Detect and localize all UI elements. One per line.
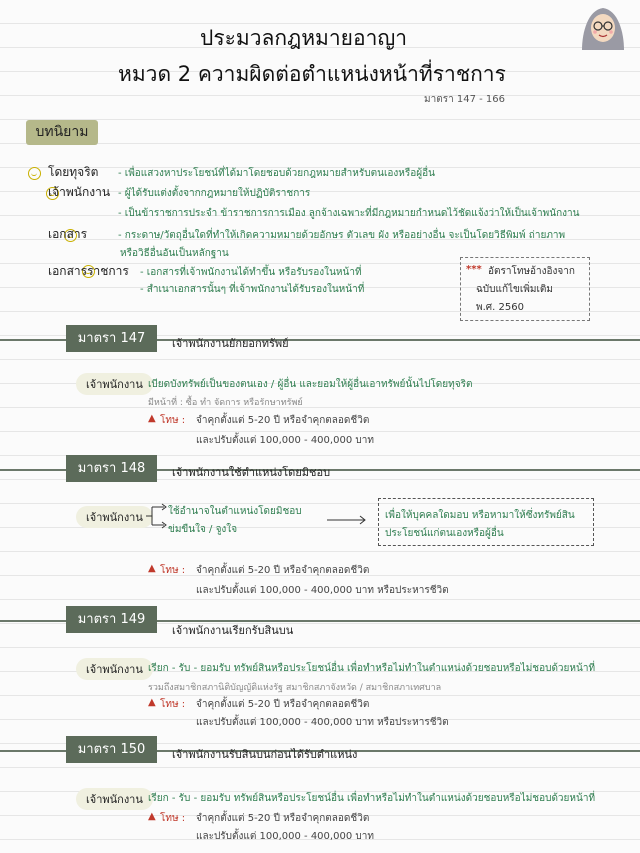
term-definition: - เป็นข้าราชการประจำ ข้าราชการการเมือง ลูกจ้างเฉพาะที่มีกฎหมายกำหนดไว้ชัดแจ้งว่าให้เป็นเจ้าพนักงาน <box>118 208 580 219</box>
penalty-label: โทษ : <box>160 415 186 426</box>
penalty-text: และปรับตั้งแต่ 100,000 - 400,000 บาท หรือประหารชีวิต <box>196 585 449 596</box>
purpose-text: ประโยชน์แก่ตนเองหรือผู้อื่น <box>385 528 504 539</box>
arrow-right-icon <box>326 510 368 520</box>
penalty-text: และปรับตั้งแต่ 100,000 - 400,000 บาท <box>196 435 374 446</box>
page-subtitle: หมวด 2 ความผิดต่อตำแหน่งหน้าที่ราชการ <box>118 62 506 86</box>
term-label: เอกสารราชการ <box>48 264 129 278</box>
note-line: อัตราโทษอ้างอิงจาก <box>488 266 575 277</box>
purpose-text: เพื่อให้บุคคลใดมอบ หรือหามาให้ซึ่งทรัพย์สิน <box>385 510 575 521</box>
section-title: เจ้าพนักงานใช้ตำแหน่งโดยมิชอบ <box>172 466 331 479</box>
section-title: เจ้าพนักงานเรียกรับสินบน <box>172 624 294 637</box>
section-text: ใช้อำนาจในตำแหน่งโดยมิชอบ <box>168 506 302 517</box>
penalty-text: จำคุกตั้งแต่ 5-20 ปี หรือจำคุกตลอดชีวิต <box>196 415 370 426</box>
subject-label: เจ้าพนักงาน <box>76 373 153 395</box>
section-tag: มาตรา 147 <box>66 325 157 352</box>
section-tag: มาตรา 148 <box>66 455 157 482</box>
note-line: ฉบับแก้ไขเพิ่มเติม <box>476 284 553 295</box>
penalty-label: โทษ : <box>160 565 186 576</box>
section-gray-text: มีหน้าที่ : ซื้อ ทำ จัดการ หรือรักษาทรัพย์ <box>148 398 303 408</box>
term-label: โดยทุจริต <box>48 165 99 179</box>
note-line: พ.ศ. 2560 <box>476 302 524 313</box>
penalty-text: จำคุกตั้งแต่ 5-20 ปี หรือจำคุกตลอดชีวิต <box>196 565 370 576</box>
penalty-text: และปรับตั้งแต่ 100,000 - 400,000 บาท หรือประหารชีวิต <box>196 717 449 728</box>
term-definition: - สำเนาเอกสารนั้นๆ ที่เจ้าพนักงานได้รับรองในหน้าที่ <box>140 284 365 295</box>
warning-triangle-icon: ▲ <box>148 697 156 708</box>
penalty-text: จำคุกตั้งแต่ 5-20 ปี หรือจำคุกตลอดชีวิต <box>196 699 370 710</box>
section-text: เรียก - รับ - ยอมรับ ทรัพย์สินหรือประโยชน์อื่น เพื่อทำหรือไม่ทำในตำแหน่งด้วยชอบหรือไม่ชอบด้วยหน้าที่ <box>148 663 596 674</box>
avatar-hijab-icon <box>576 2 630 50</box>
branch-bracket-icon <box>144 503 168 529</box>
penalty-label: โทษ : <box>160 699 186 710</box>
section-tag: มาตรา 149 <box>66 606 157 633</box>
subject-label: เจ้าพนักงาน <box>76 506 153 528</box>
section-text: ข่มขืนใจ / จูงใจ <box>168 524 238 535</box>
section-text: เบียดบังทรัพย์เป็นของตนเอง / ผู้อื่น และยอมให้ผู้อื่นเอาทรัพย์นั้นไปโดยทุจริต <box>148 379 473 390</box>
section-text: เรียก - รับ - ยอมรับ ทรัพย์สินหรือประโยชน์อื่น เพื่อทำหรือไม่ทำในตำแหน่งด้วยชอบหรือไม่ชอบด้วยหน้าที่ <box>148 793 596 804</box>
term-label: เจ้าพนักงาน <box>48 185 111 199</box>
warning-triangle-icon: ▲ <box>148 413 156 424</box>
term-definition: - กระดาษ/วัตถุอื่นใดที่ทำให้เกิดความหมายด้วยอักษร ตัวเลข ผัง หรืออย่างอื่น จะเป็นโดยวิธีพิมพ์ ถ่ายภาพ <box>118 230 566 241</box>
term-definition: - เอกสารที่เจ้าพนักงานได้ทำขึ้น หรือรับรองในหน้าที่ <box>140 267 362 278</box>
warning-triangle-icon: ▲ <box>148 811 156 822</box>
page-title: ประมวลกฎหมายอาญา <box>200 26 408 50</box>
term-label: เอกสาร <box>48 227 88 241</box>
definitions-tag: บทนิยาม <box>26 120 98 145</box>
section-range: มาตรา 147 - 166 <box>424 94 506 105</box>
penalty-text: และปรับตั้งแต่ 100,000 - 400,000 บาท <box>196 831 374 842</box>
section-gray-text: รวมถึงสมาชิกสภานิติบัญญัติแห่งรัฐ สมาชิกสภาจังหวัด / สมาชิกสภาเทศบาล <box>148 683 442 693</box>
section-tag: มาตรา 150 <box>66 736 157 763</box>
penalty-label: โทษ : <box>160 813 186 824</box>
term-definition: หรือวิธีอื่นอันเป็นหลักฐาน <box>120 248 229 259</box>
note-stars: *** <box>466 264 482 275</box>
section-title: เจ้าพนักงานยักยอกทรัพย์ <box>172 337 289 350</box>
term-definition: - ผู้ได้รับแต่งตั้งจากกฎหมายให้ปฏิบัติราชการ <box>118 188 311 199</box>
penalty-text: จำคุกตั้งแต่ 5-20 ปี หรือจำคุกตลอดชีวิต <box>196 813 370 824</box>
term-definition: - เพื่อแสวงหาประโยชน์ที่ได้มาโดยชอบด้วยกฎหมายสำหรับตนเองหรือผู้อื่น <box>118 168 435 179</box>
section-title: เจ้าพนักงานรับสินบนก่อนได้รับตำแหน่ง <box>172 748 358 761</box>
warning-triangle-icon: ▲ <box>148 563 156 574</box>
subject-label: เจ้าพนักงาน <box>76 788 153 810</box>
smile-icon <box>28 167 41 180</box>
subject-label: เจ้าพนักงาน <box>76 658 153 680</box>
